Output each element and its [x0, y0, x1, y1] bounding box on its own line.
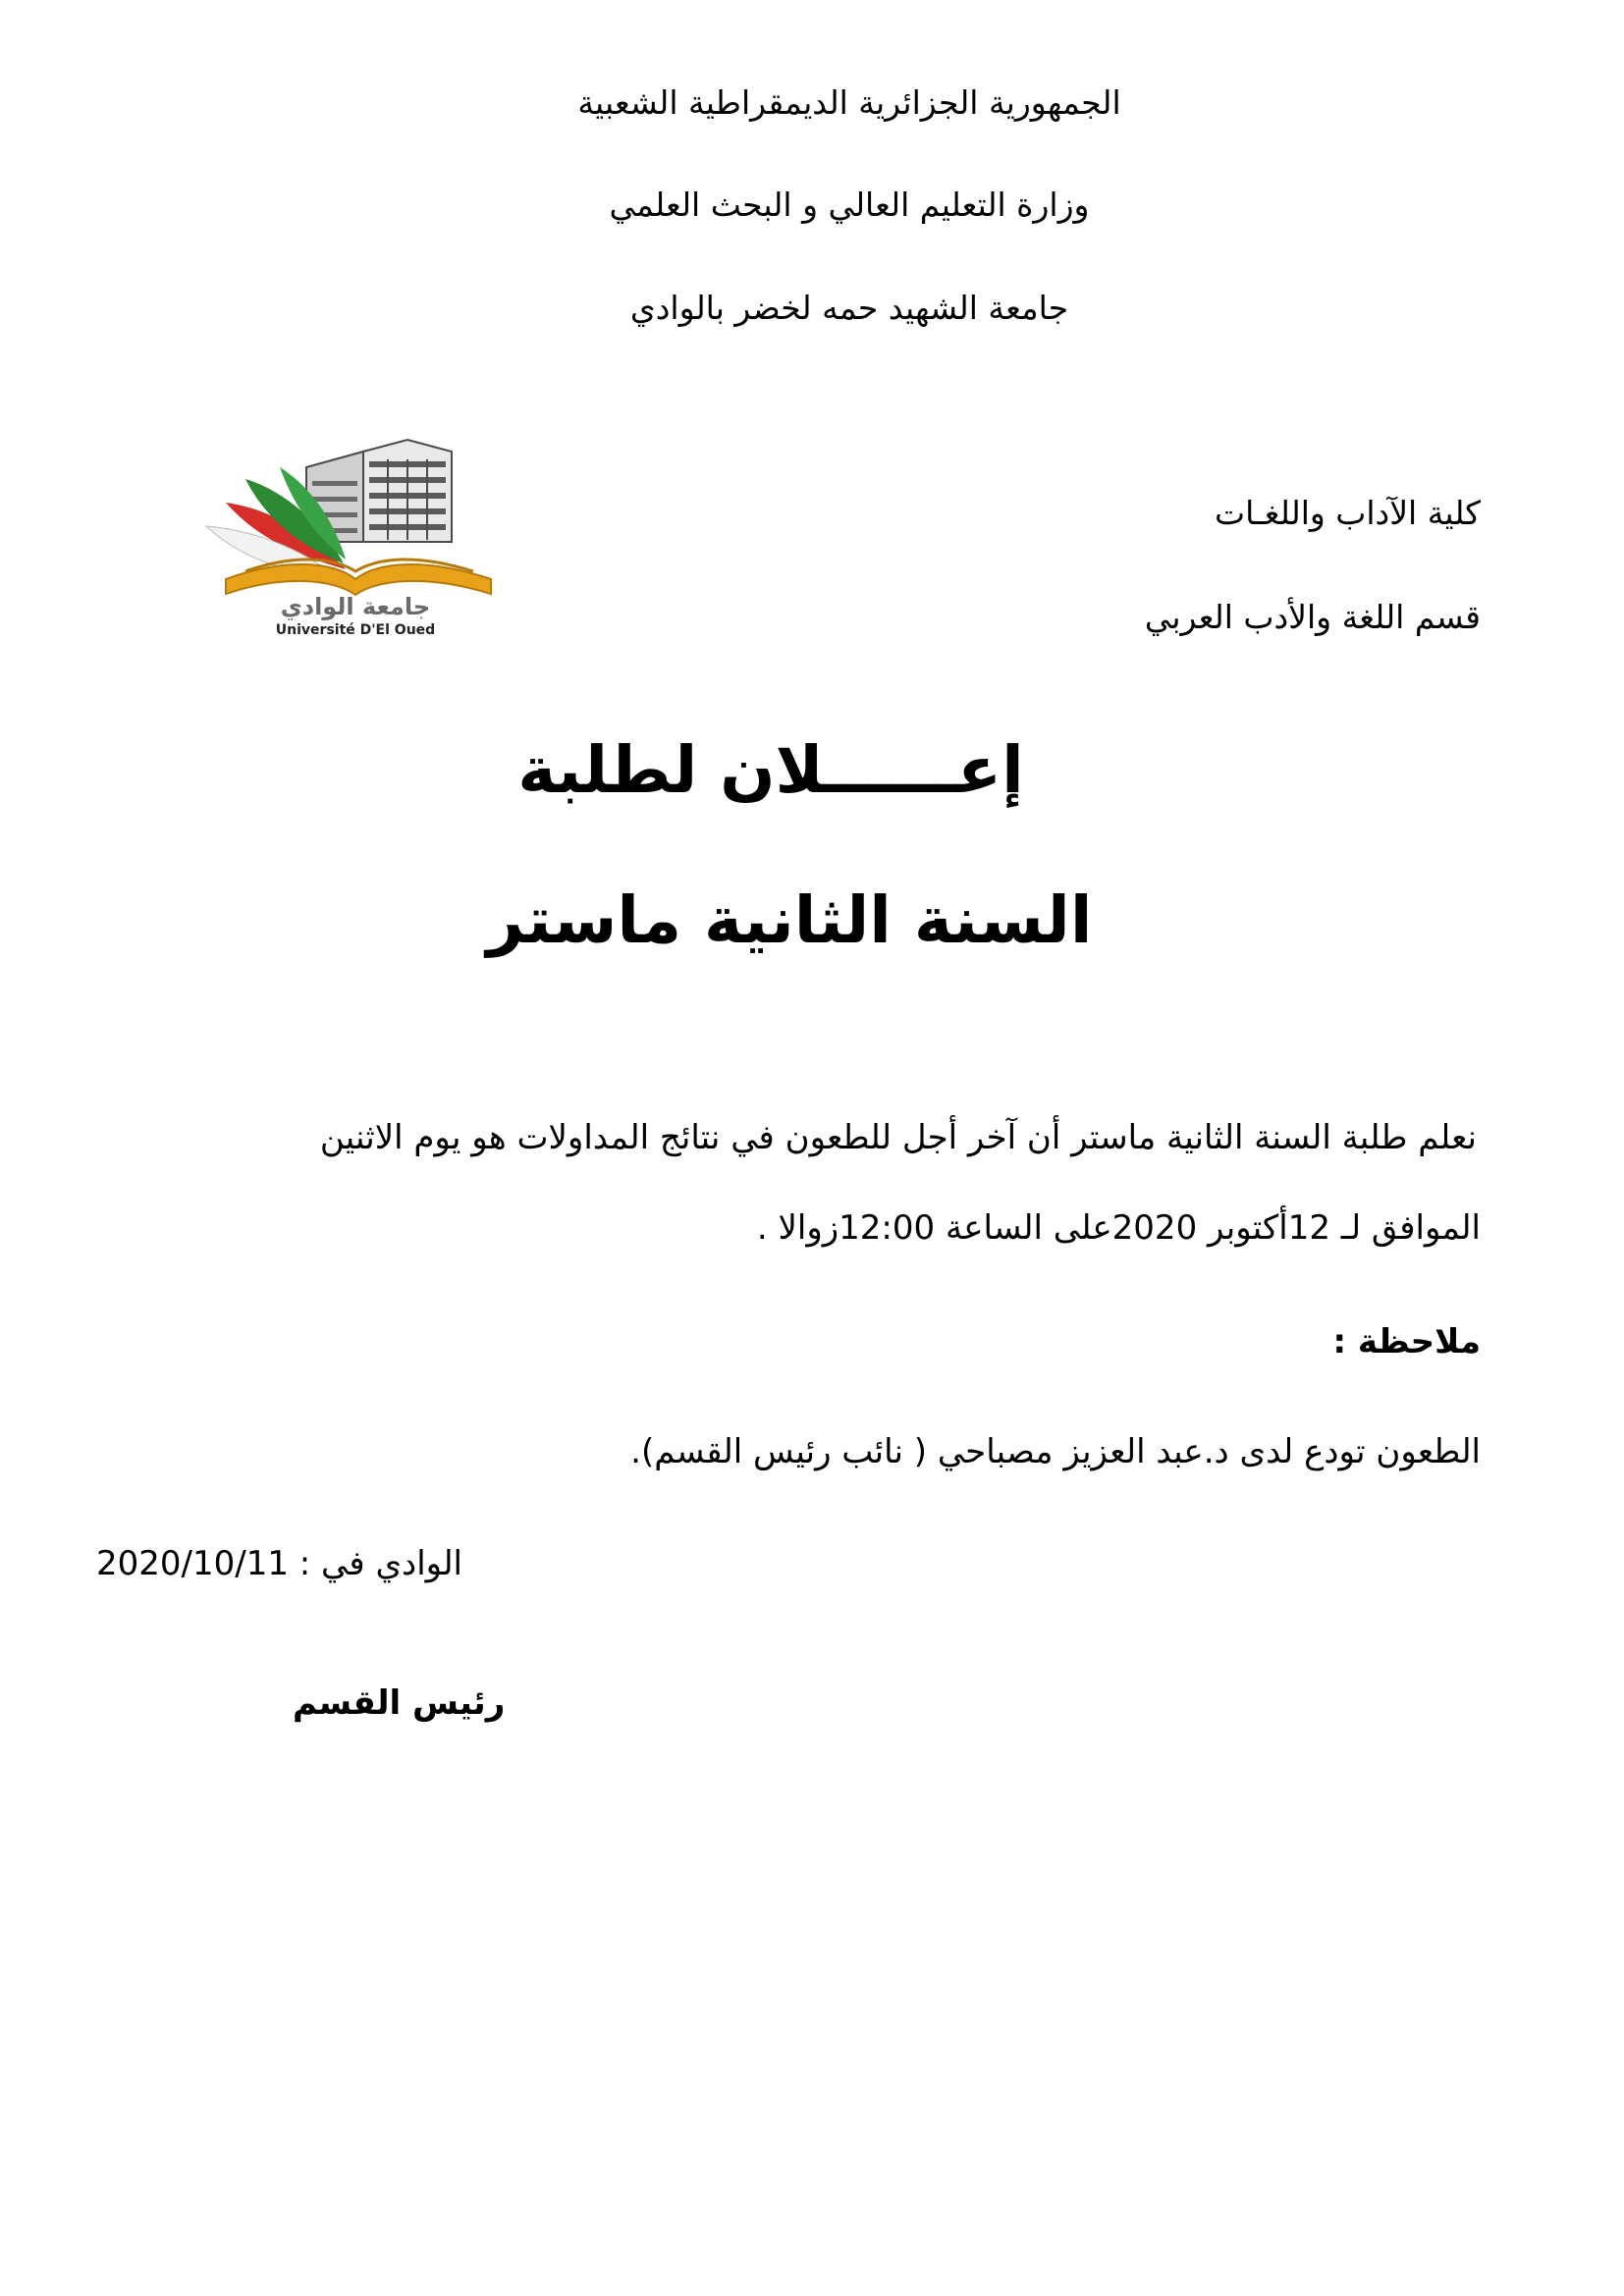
- announcement-text-line1: نعلم طلبة السنة الثانية ماستر أن آخر أجل للطعون في نتائج المداولات هو يوم الاثنين: [319, 1118, 1477, 1157]
- signature-title: رئيس القسم: [293, 1683, 506, 1723]
- ministry-name: وزارة التعليم العالي و البحث العلمي: [609, 186, 1090, 224]
- announcement-text-line2: الموافق لـ 12أكتوبر 2020على الساعة 12:00زوالا .: [756, 1208, 1481, 1248]
- department-name: قسم اللغة والأدب العربي: [1144, 598, 1481, 636]
- faculty-name: كلية الآداب واللغـات: [1215, 494, 1481, 532]
- university-name: جامعة الشهيد حمه لخضر بالوادي: [629, 289, 1069, 327]
- logo-latin-text: Université D'El Oued: [275, 622, 436, 638]
- republic-name: الجمهورية الجزائرية الديمقراطية الشعبية: [577, 83, 1121, 122]
- book-icon: [226, 560, 491, 595]
- logo-arabic-text: جامعة الوادي: [280, 593, 431, 620]
- note-label: ملاحظة :: [1332, 1322, 1481, 1362]
- announcement-title: إعــــــلان لطلبة: [517, 732, 1024, 808]
- date-line: الوادي في : 2020/10/11: [96, 1544, 463, 1583]
- university-logo: [187, 432, 525, 638]
- announcement-subtitle: السنة الثانية ماستر: [486, 882, 1093, 958]
- note-text: الطعون تودع لدى د.عبد العزيز مصباحي ( نائب رئيس القسم).: [630, 1432, 1481, 1471]
